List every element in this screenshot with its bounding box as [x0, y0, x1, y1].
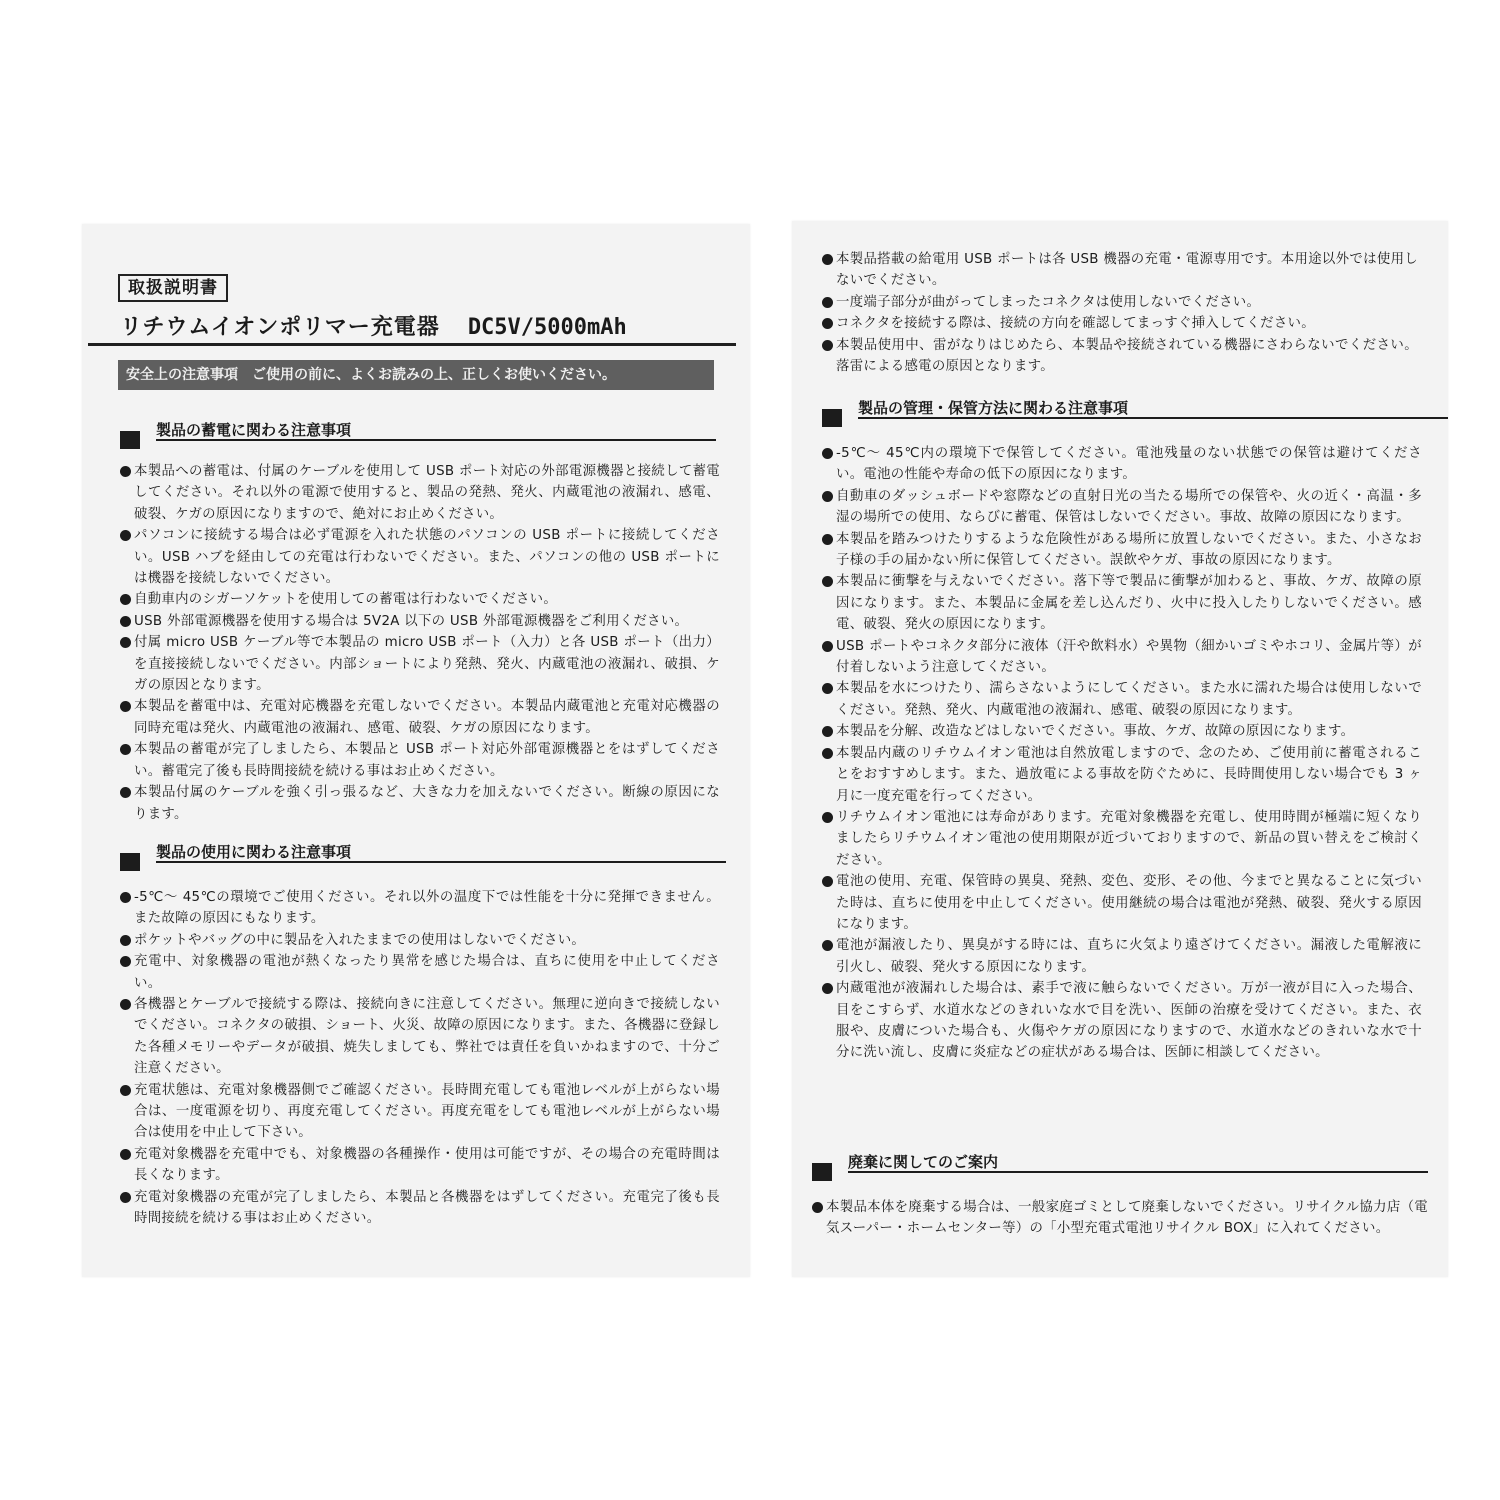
item-list: [120, 887, 720, 1230]
list-item-text: 本製品本体を廃棄する場合は、一般家庭ゴミとして廃棄しないでください。リサイクル協力店（電気スーパー・ホームセンター等）の「小型充電式電池リサイクル BOX」に入れてください。: [826, 1200, 1428, 1237]
bullet-icon: [822, 812, 833, 823]
list-item-text: 本製品搭載の給電用 USB ポートは各 USB 機器の充電・電源専用です。本用途以外では使用しないでください。: [836, 252, 1418, 289]
list-item-text: 充電対象機器を充電中でも、対象機器の各種操作・使用は可能ですが、その場合の充電時間は長くなります。: [134, 1146, 720, 1184]
list-item-text: -5℃～ 45℃内の環境下で保管してください。電池残量のない状態での保管は避けてください。電池の性能や寿命の低下の原因になります。: [836, 446, 1422, 483]
product-spec: DC5V/5000mAh: [467, 315, 627, 340]
list-item-text: パソコンに接続する場合は必ず電源を入れた状態のパソコンの USB ポートに接続してください。USB ハブを経由しての充電は行わないでください。また、パソコンの他の USB ポートには機器を接続しないでください。: [134, 528, 720, 587]
section-header: [120, 841, 720, 871]
list-item: [822, 978, 1422, 1064]
bullet-icon: [822, 491, 833, 502]
bullet-icon: [822, 726, 833, 737]
bullet-icon: [120, 935, 131, 946]
section-marker: [812, 1163, 832, 1181]
section-header: [120, 419, 720, 449]
section-rule: [848, 1171, 1428, 1173]
section-rule: [858, 417, 1448, 419]
list-item-text: 付属 micro USB ケーブル等で本製品の micro USB ポート（入力）と各 USB ポート（出力）を直接接続しないでください。内部ショートにより発熱、発火、内蔵電池の液漏れ、破損、ケガの原因となります。: [134, 635, 720, 694]
bullet-icon: [822, 254, 833, 265]
list-item: [120, 994, 720, 1080]
list-item: [822, 486, 1422, 529]
list-item-text: リチウムイオン電池には寿命があります。充電対象機器を充電し、使用時間が極端に短くなりましたらリチウムイオン電池の使用期限が近づいておりますので、新品の買い替えをご検討ください。: [836, 809, 1422, 868]
list-item-text: 本製品を水につけたり、濡らさないようにしてください。また水に濡れた場合は使用しないでください。発熱、発火、内蔵電池の液漏れ、感電、破裂の原因になります。: [836, 681, 1422, 718]
section-usage-continued: [822, 249, 1418, 377]
list-item: [120, 1080, 720, 1144]
list-item-text: 各機器とケーブルで接続する際は、接続向きに注意してください。無理に逆向きで接続しないでください。コネクタの破損、ショート、火災、故障の原因になります。また、各機器に登録した各種メモリーやデータが破損、焼失しましても、弊社では責任を負いかねますので、十分ご注意ください。: [134, 997, 720, 1077]
list-item: [120, 782, 720, 825]
bullet-icon: [822, 748, 833, 759]
list-item: [120, 525, 720, 589]
list-item: [822, 529, 1422, 572]
bullet-icon: [120, 530, 131, 541]
section-marker: [822, 409, 842, 427]
list-item: [822, 678, 1422, 721]
list-item: [120, 611, 720, 632]
bullet-icon: [812, 1202, 823, 1213]
list-item-text: 本製品を踏みつけたりするような危険性がある場所に放置しないでください。また、小さなお子様の手の届かない所に保管してください。誤飲やケガ、事故の原因になります。: [836, 531, 1422, 569]
bullet-icon: [822, 876, 833, 887]
bullet-icon: [822, 534, 833, 545]
bullet-icon: [822, 318, 833, 329]
list-item-text: 一度端子部分が曲がってしまったコネクタは使用しないでください。: [836, 294, 1261, 310]
list-item: [120, 1144, 720, 1187]
bullet-icon: [822, 297, 833, 308]
section-rule: [156, 439, 716, 441]
bullet-icon: [822, 641, 833, 652]
list-item: [822, 443, 1422, 486]
list-item-text: ポケットやバッグの中に製品を入れたままでの使用はしないでください。: [134, 932, 586, 948]
list-item: [120, 589, 720, 610]
list-item: [120, 1187, 720, 1230]
list-item: [822, 571, 1422, 635]
product-name: リチウムイオンポリマー充電器: [120, 315, 440, 340]
bullet-icon: [120, 701, 131, 712]
item-list: [822, 443, 1422, 1064]
bullet-icon: [120, 787, 131, 798]
list-item: [120, 887, 720, 930]
list-item: [822, 636, 1422, 679]
bullet-icon: [822, 683, 833, 694]
list-item-text: 本製品の蓄電が完了しましたら、本製品と USB ポート対応外部電源機器とをはずしてください。蓄電完了後も長時間接続を続ける事はお止めください。: [134, 742, 720, 779]
list-item: [120, 632, 720, 696]
section-charging: [120, 419, 720, 825]
list-item-text: 本製品を分解、改造などはしないでください。事故、ケガ、故障の原因になります。: [836, 724, 1355, 740]
title-rule: [88, 343, 736, 346]
bullet-icon: [120, 744, 131, 755]
list-item-text: 本製品を蓄電中は、充電対応機器を充電しないでください。本製品内蔵電池と充電対応機器の同時充電は発火、内蔵電池の液漏れ、感電、破裂、ケガの原因になります。: [134, 699, 720, 736]
item-list: [812, 1197, 1428, 1240]
safety-banner: 安全上の注意事項 ご使用の前に、よくお読みの上、正しくお使いください。: [118, 360, 714, 390]
list-item-text: 自動車内のシガーソケットを使用しての蓄電は行わないでください。: [134, 592, 558, 608]
manual-page-right: [792, 221, 1448, 1277]
list-item: [120, 739, 720, 782]
list-item: [120, 930, 720, 951]
list-item: [120, 951, 720, 994]
bullet-icon: [822, 576, 833, 587]
bullet-icon: [120, 892, 131, 903]
list-item-text: コネクタを接続する際は、接続の方向を確認してまっすぐ挿入してください。: [836, 316, 1315, 332]
bullet-icon: [822, 448, 833, 459]
bullet-icon: [822, 340, 833, 351]
section-marker: [120, 431, 140, 449]
product-title: [120, 310, 627, 341]
doc-label: 取扱説明書: [118, 274, 228, 302]
bullet-icon: [120, 594, 131, 605]
manual-page-left: [82, 224, 750, 1277]
item-list: [120, 461, 720, 825]
list-item-text: 本製品内蔵のリチウムイオン電池は自然放電しますので、念のため、ご使用前に蓄電されることをおすすめします。また、過放電による事故を防ぐために、長時間使用しない場合でも 3 ヶ月に一度充電を行ってください。: [836, 745, 1422, 804]
list-item: [822, 292, 1418, 313]
bullet-icon: [120, 956, 131, 967]
section-title: 製品の蓄電に関わる注意事項: [156, 421, 352, 439]
list-item-text: USB 外部電源機器を使用する場合は 5V2A 以下の USB 外部電源機器をご利用ください。: [134, 613, 689, 629]
section-storage: [822, 397, 1422, 1064]
list-item: [822, 935, 1422, 978]
section-disposal: [812, 1151, 1428, 1240]
list-item-text: USB ポートやコネクタ部分に液体（汗や飲料水）や異物（細かいゴミやホコリ、金属片等）が付着しないよう注意してください。: [836, 638, 1422, 676]
list-item-text: 電池の使用、充電、保管時の異臭、発熱、変色、変形、その他、今までと異なることに気づいた時は、直ちに使用を中止してください。使用継続の場合は電池が発熱、破裂、発火する原因になります。: [836, 874, 1422, 932]
bullet-icon: [822, 983, 833, 994]
list-item: [822, 807, 1422, 871]
section-header: [812, 1151, 1428, 1181]
list-item-text: 本製品への蓄電は、付属のケーブルを使用して USB ポート対応の外部電源機器と接続して蓄電してください。それ以外の電源で使用すると、製品の発熱、発火、内蔵電池の液漏れ、感電、破裂、ケガの原因になりますので、絶対にお止めください。: [134, 464, 720, 522]
list-item-text: 自動車のダッシュボードや窓際などの直射日光の当たる場所での保管や、火の近く・高温・多湿の場所での使用、ならびに蓄電、保管はしないでください。事故、故障の原因になります。: [836, 488, 1422, 526]
bullet-icon: [120, 637, 131, 648]
list-item: [822, 871, 1422, 935]
bullet-icon: [120, 1149, 131, 1160]
section-rule: [156, 861, 726, 863]
list-item: [120, 696, 720, 739]
list-item-text: 充電状態は、充電対象機器側でご確認ください。長時間充電しても電池レベルが上がらない場合は、一度電源を切り、再度充電してください。再度充電をしても電池レベルが上がらない場合は使用を中止して下さい。: [134, 1082, 720, 1141]
section-usage: [120, 841, 720, 1230]
list-item: [822, 335, 1418, 378]
list-item-text: -5℃～ 45℃の環境でご使用ください。それ以外の温度下では性能を十分に発揮できません。また故障の原因にもなります。: [134, 890, 720, 927]
list-item-text: 充電対象機器の充電が完了しましたら、本製品と各機器をはずしてください。充電完了後も長時間接続を続ける事はお止めください。: [134, 1189, 720, 1227]
list-item-text: 本製品使用中、雷がなりはじめたら、本製品や接続されている機器にさわらないでください。落雷による感電の原因となります。: [836, 337, 1418, 375]
item-list: [822, 249, 1418, 377]
list-item: [822, 313, 1418, 334]
section-title: 製品の使用に関わる注意事項: [156, 843, 352, 861]
section-marker: [120, 853, 140, 871]
bullet-icon: [120, 616, 131, 627]
list-item-text: 本製品付属のケーブルを強く引っ張るなど、大きな力を加えないでください。断線の原因になります。: [134, 785, 720, 822]
section-title: 廃棄に関してのご案内: [848, 1153, 999, 1171]
list-item: [812, 1197, 1428, 1240]
bullet-icon: [120, 466, 131, 477]
list-item: [822, 249, 1418, 292]
section-header: [822, 397, 1422, 427]
bullet-icon: [120, 999, 131, 1010]
list-item-text: 本製品に衝撃を与えないでください。落下等で製品に衝撃が加わると、事故、ケガ、故障の原因になります。また、本製品に金属を差し込んだり、火中に投入したりしないでください。感電、破裂、発火の原因になります。: [836, 574, 1422, 633]
list-item: [120, 461, 720, 525]
list-item: [822, 743, 1422, 807]
list-item-text: 充電中、対象機器の電池が熱くなったり異常を感じた場合は、直ちに使用を中止してください。: [134, 954, 720, 991]
list-item-text: 内蔵電池が液漏れした場合は、素手で液に触らないでください。万が一液が目に入った場合、目をこすらず、水道水などのきれいな水で目を洗い、医師の治療を受けてください。また、衣服や、皮膚についた場合も、火傷やケガの原因になりますので、水道水などのきれいな水で十分に洗い流し、皮膚に炎症などの症状がある場合は、医師に相談してください。: [836, 981, 1422, 1061]
section-title: 製品の管理・保管方法に関わる注意事項: [858, 399, 1129, 417]
bullet-icon: [822, 940, 833, 951]
bullet-icon: [120, 1192, 131, 1203]
list-item: [822, 721, 1422, 742]
list-item-text: 電池が漏液したり、異臭がする時には、直ちに火気より遠ざけてください。漏液した電解液に引火し、破裂、発火する原因になります。: [836, 938, 1422, 975]
bullet-icon: [120, 1085, 131, 1096]
